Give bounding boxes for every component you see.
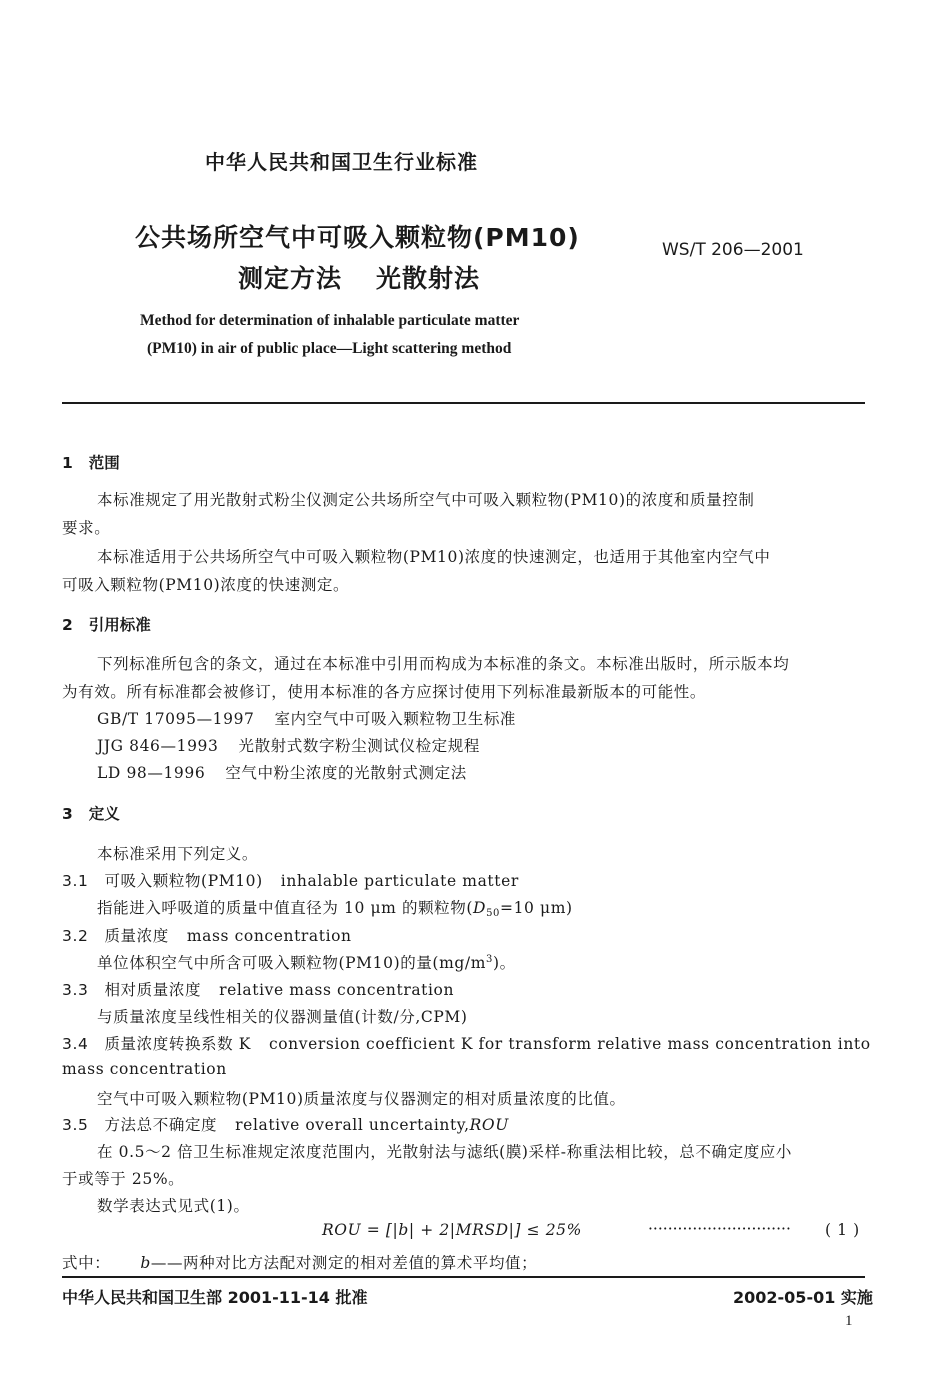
section-heading-2 — [62, 613, 151, 635]
diameter-symbol: D — [473, 899, 487, 917]
reference-code: LD 98—1996 — [97, 764, 206, 782]
description-text: )。 — [492, 954, 516, 972]
formula: ROU = [|b| + 2|MRSD|] ≤ 25% — [322, 1221, 582, 1239]
formula-where — [62, 1251, 537, 1273]
section-number: 1 — [62, 454, 73, 472]
standard-code: WS/T 206—2001 — [662, 240, 804, 260]
section-number: 3 — [62, 805, 73, 823]
effective-date: 2002-05-01 实施 — [733, 1288, 873, 1307]
definition-description-3-2 — [97, 951, 516, 973]
definition-term-3-4 — [62, 1032, 871, 1054]
description-text: 单位体积空气中所含可吸入颗粒物(PM10)的量(mg/m — [97, 954, 487, 972]
definitions-intro: 本标准采用下列定义。 — [97, 845, 259, 863]
definition-number: 3.3 — [62, 981, 89, 999]
paragraph-line: 下列标准所包含的条文，通过在本标准中引用而构成为本标准的条文。本标准出版时，所示版本均 — [97, 655, 790, 673]
where-description: ——两种对比方法配对测定的相对差值的算术平均值； — [150, 1254, 538, 1272]
definition-description-3-3: 与质量浓度呈线性相关的仪器测量值(计数/分,CPM) — [97, 1008, 468, 1026]
definition-term: 质量浓度转换系数 K — [104, 1035, 251, 1053]
description-text: =10 μm) — [500, 899, 573, 917]
definition-term-3-3 — [62, 978, 454, 1000]
approval-statement: 中华人民共和国卫生部 2001-11-14 批准 — [62, 1288, 368, 1307]
definition-english-continued: mass concentration — [62, 1060, 227, 1078]
paragraph-line: 本标准规定了用光散射式粉尘仪测定公共场所空气中可吸入颗粒物(PM10)的浓度和质量控制 — [97, 491, 755, 509]
definition-term: 方法总不确定度 — [104, 1116, 218, 1134]
paragraph-line: 于或等于 25%。 — [62, 1170, 185, 1188]
definition-number: 3.2 — [62, 927, 89, 945]
definition-term: 可吸入颗粒物(PM10) — [104, 872, 263, 890]
reference-item — [97, 761, 467, 783]
formula-number: ( 1 ) — [825, 1221, 860, 1239]
paragraph-line: 为有效。所有标准都会被修订，使用本标准的各方应探讨使用下列标准最新版本的可能性。 — [62, 683, 707, 701]
document-title-line1: 公共场所空气中可吸入颗粒物(PM10) — [135, 223, 580, 252]
definition-english: inhalable particulate matter — [280, 872, 519, 890]
document-title-line2-technique: 光散射法 — [376, 264, 481, 293]
definition-number: 3.5 — [62, 1116, 89, 1134]
reference-code: JJG 846—1993 — [97, 737, 219, 755]
paragraph-line: 数学表达式见式(1)。 — [97, 1197, 250, 1215]
formula-leader-dots: ····························· — [648, 1220, 791, 1238]
reference-title: 光散射式数字粉尘测试仪检定规程 — [238, 737, 480, 755]
document-title-line2-method: 测定方法 — [238, 264, 343, 293]
footer-divider — [62, 1276, 865, 1278]
definition-term-3-5 — [62, 1113, 509, 1135]
paragraph-line: 要求。 — [62, 519, 111, 537]
reference-item — [97, 734, 480, 756]
paragraph-line: 可吸入颗粒物(PM10)浓度的快速测定。 — [62, 576, 350, 594]
definition-number: 3.4 — [62, 1035, 89, 1053]
english-title-line2: (PM10) in air of public place—Light scattering method — [147, 340, 512, 357]
english-title-line1: Method for determination of inhalable particulate matter — [140, 312, 520, 329]
definition-term: 质量浓度 — [104, 927, 169, 945]
standard-category: 中华人民共和国卫生行业标准 — [205, 150, 478, 174]
definition-term: 相对质量浓度 — [104, 981, 202, 999]
reference-item — [97, 707, 516, 729]
definition-english: relative mass concentration — [219, 981, 455, 999]
definition-english: relative overall uncertainty, — [235, 1116, 470, 1134]
definition-term-3-2 — [62, 924, 352, 946]
definition-description-3-1 — [97, 896, 573, 919]
where-label: 式中： — [62, 1254, 111, 1272]
diameter-subscript: 50 — [486, 908, 500, 919]
definition-english: conversion coefficient K for transform relative mass concentration into — [268, 1035, 871, 1053]
definition-term-3-1 — [62, 869, 519, 891]
paragraph-line: 本标准适用于公共场所空气中可吸入颗粒物(PM10)浓度的快速测定，也适用于其他室内空气中 — [97, 548, 771, 566]
section-heading-3 — [62, 802, 120, 824]
where-variable: b — [140, 1254, 151, 1272]
page-number: 1 — [845, 1313, 853, 1329]
section-title: 范围 — [88, 454, 120, 472]
section-number: 2 — [62, 616, 73, 634]
definition-number: 3.1 — [62, 872, 89, 890]
paragraph-line: 在 0.5～2 倍卫生标准规定浓度范围内，光散射法与滤纸(膜)采样-称重法相比较，总不确定度应小 — [97, 1143, 792, 1161]
reference-title: 空气中粉尘浓度的光散射式测定法 — [225, 764, 467, 782]
definition-abbreviation: ROU — [469, 1116, 509, 1134]
section-title: 引用标准 — [88, 616, 151, 634]
definition-english: mass concentration — [186, 927, 352, 945]
reference-title: 室内空气中可吸入颗粒物卫生标准 — [274, 710, 517, 728]
unit-superscript: 3 — [486, 954, 493, 965]
section-title: 定义 — [88, 805, 120, 823]
definition-description-3-4: 空气中可吸入颗粒物(PM10)质量浓度与仪器测定的相对质量浓度的比值。 — [97, 1090, 626, 1108]
section-heading-1 — [62, 451, 120, 473]
description-text: 指能进入呼吸道的质量中值直径为 10 μm 的颗粒物( — [97, 899, 474, 917]
header-divider — [62, 402, 865, 404]
reference-code: GB/T 17095—1997 — [97, 710, 255, 728]
